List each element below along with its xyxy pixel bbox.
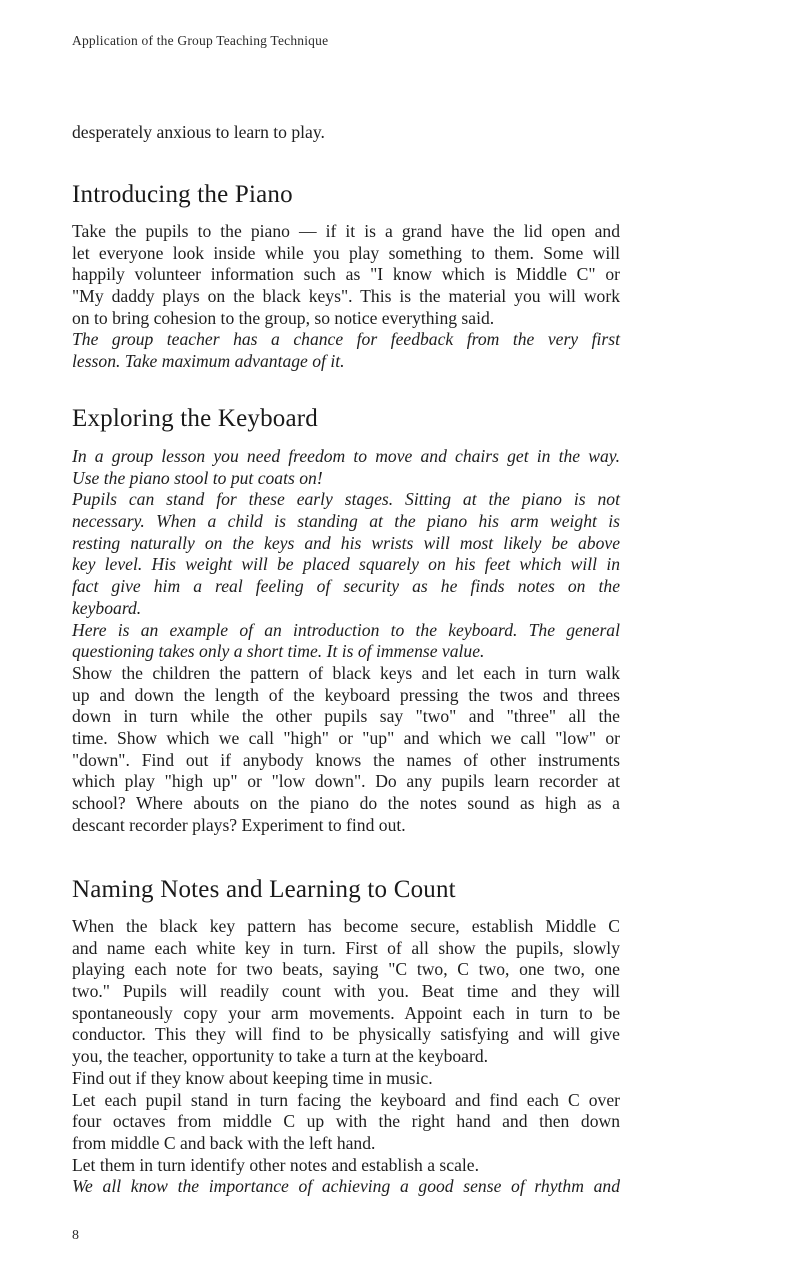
italic-text-line: Here is an example of an introduction to the keyboard. The general (72, 619, 620, 640)
text-line: and name each white key in turn. First of all show the pupils, slowly (72, 937, 620, 958)
italic-text-line: In a group lesson you need freedom to move and chairs get in the way. (72, 446, 620, 466)
text-line: "My daddy plays on the black keys". This is the material you will work (72, 286, 620, 307)
text-line: which play "high up" or "low down". Do any pupils learn recorder at (72, 771, 620, 792)
text-line: school? Where abouts on the piano do the notes sound as high as a (72, 793, 620, 813)
text-line: Let each pupil stand in turn facing the keyboard and find each C over (72, 1089, 620, 1110)
italic-text-line: questioning takes only a short time. It is of immense value. (72, 641, 485, 662)
text-line: Find out if they know about keeping time in music. (72, 1067, 433, 1088)
italic-text-line: We all know the importance of achieving a good sense of rhythm and (72, 1176, 620, 1197)
text-line: let everyone look inside while you play something to them. Some will (72, 242, 620, 263)
section-body-introducing-the-piano (72, 221, 620, 373)
text-line: two." Pupils will readily count with you. Beat time and they will (72, 981, 620, 1002)
italic-text-line: necessary. When a child is standing at the piano his arm weight is (72, 511, 620, 532)
text-line: on to bring cohesion to the group, so notice everything said. (72, 307, 495, 328)
text-line: desperately anxious to learn to play. (72, 122, 325, 142)
text-line: "down". Find out if anybody knows the names of other instruments (72, 749, 620, 770)
italic-text-line: Pupils can stand for these early stages. Sitting at the piano is not (72, 489, 620, 510)
intro-paragraph (72, 122, 620, 144)
section-heading-exploring-the-keyboard: Exploring the Keyboard (72, 405, 319, 432)
text-line: When the black key pattern has become secure, establish Middle C (72, 916, 620, 936)
text-line: Show the children the pattern of black keys and let each in turn walk (72, 662, 620, 683)
text-line: descant recorder plays? Experiment to find out. (72, 814, 406, 835)
italic-text-line: keyboard. (72, 597, 142, 618)
text-line: Take the pupils to the piano — if it is a grand have the lid open and (72, 221, 620, 241)
text-line: playing each note for two beats, saying "C two, C two, one two, one (72, 959, 620, 980)
text-line: four octaves from middle C up with the right hand and then down (72, 1111, 620, 1132)
italic-text-line: fact give him a real feeling of security as he finds notes on the (72, 576, 620, 597)
section-heading-introducing-the-piano: Introducing the Piano (72, 181, 293, 208)
italic-text-line: lesson. Take maximum advantage of it. (72, 351, 345, 372)
text-line: spontaneously copy your arm movements. Appoint each in turn to be (72, 1002, 620, 1023)
italic-text-line: The group teacher has a chance for feedback from the very first (72, 329, 620, 350)
page-number: 8 (72, 1228, 79, 1243)
running-head: Application of the Group Teaching Technique (72, 33, 329, 48)
text-line: happily volunteer information such as "I know which is Middle C" or (72, 264, 620, 285)
section-heading-naming-notes: Naming Notes and Learning to Count (72, 876, 456, 903)
text-line: from middle C and back with the left hand. (72, 1132, 376, 1153)
text-line: down in turn while the other pupils say "two" and "three" all the (72, 706, 620, 727)
section-body-naming-notes (72, 916, 620, 1198)
text-line: time. Show which we call "high" or "up" and which we call "low" or (72, 727, 620, 748)
text-line: conductor. This they will find to be physically satisfying and will give (72, 1024, 620, 1045)
section-body-exploring-the-keyboard (72, 446, 620, 836)
text-line: up and down the length of the keyboard pressing the twos and threes (72, 684, 620, 705)
text-line: Let them in turn identify other notes and establish a scale. (72, 1154, 479, 1175)
italic-text-line: key level. His weight will be placed squarely on his feet which will in (72, 554, 620, 575)
italic-text-line: Use the piano stool to put coats on! (72, 467, 323, 488)
italic-text-line: resting naturally on the keys and his wrists will most likely be above (72, 532, 620, 553)
text-line: you, the teacher, opportunity to take a turn at the keyboard. (72, 1046, 489, 1067)
